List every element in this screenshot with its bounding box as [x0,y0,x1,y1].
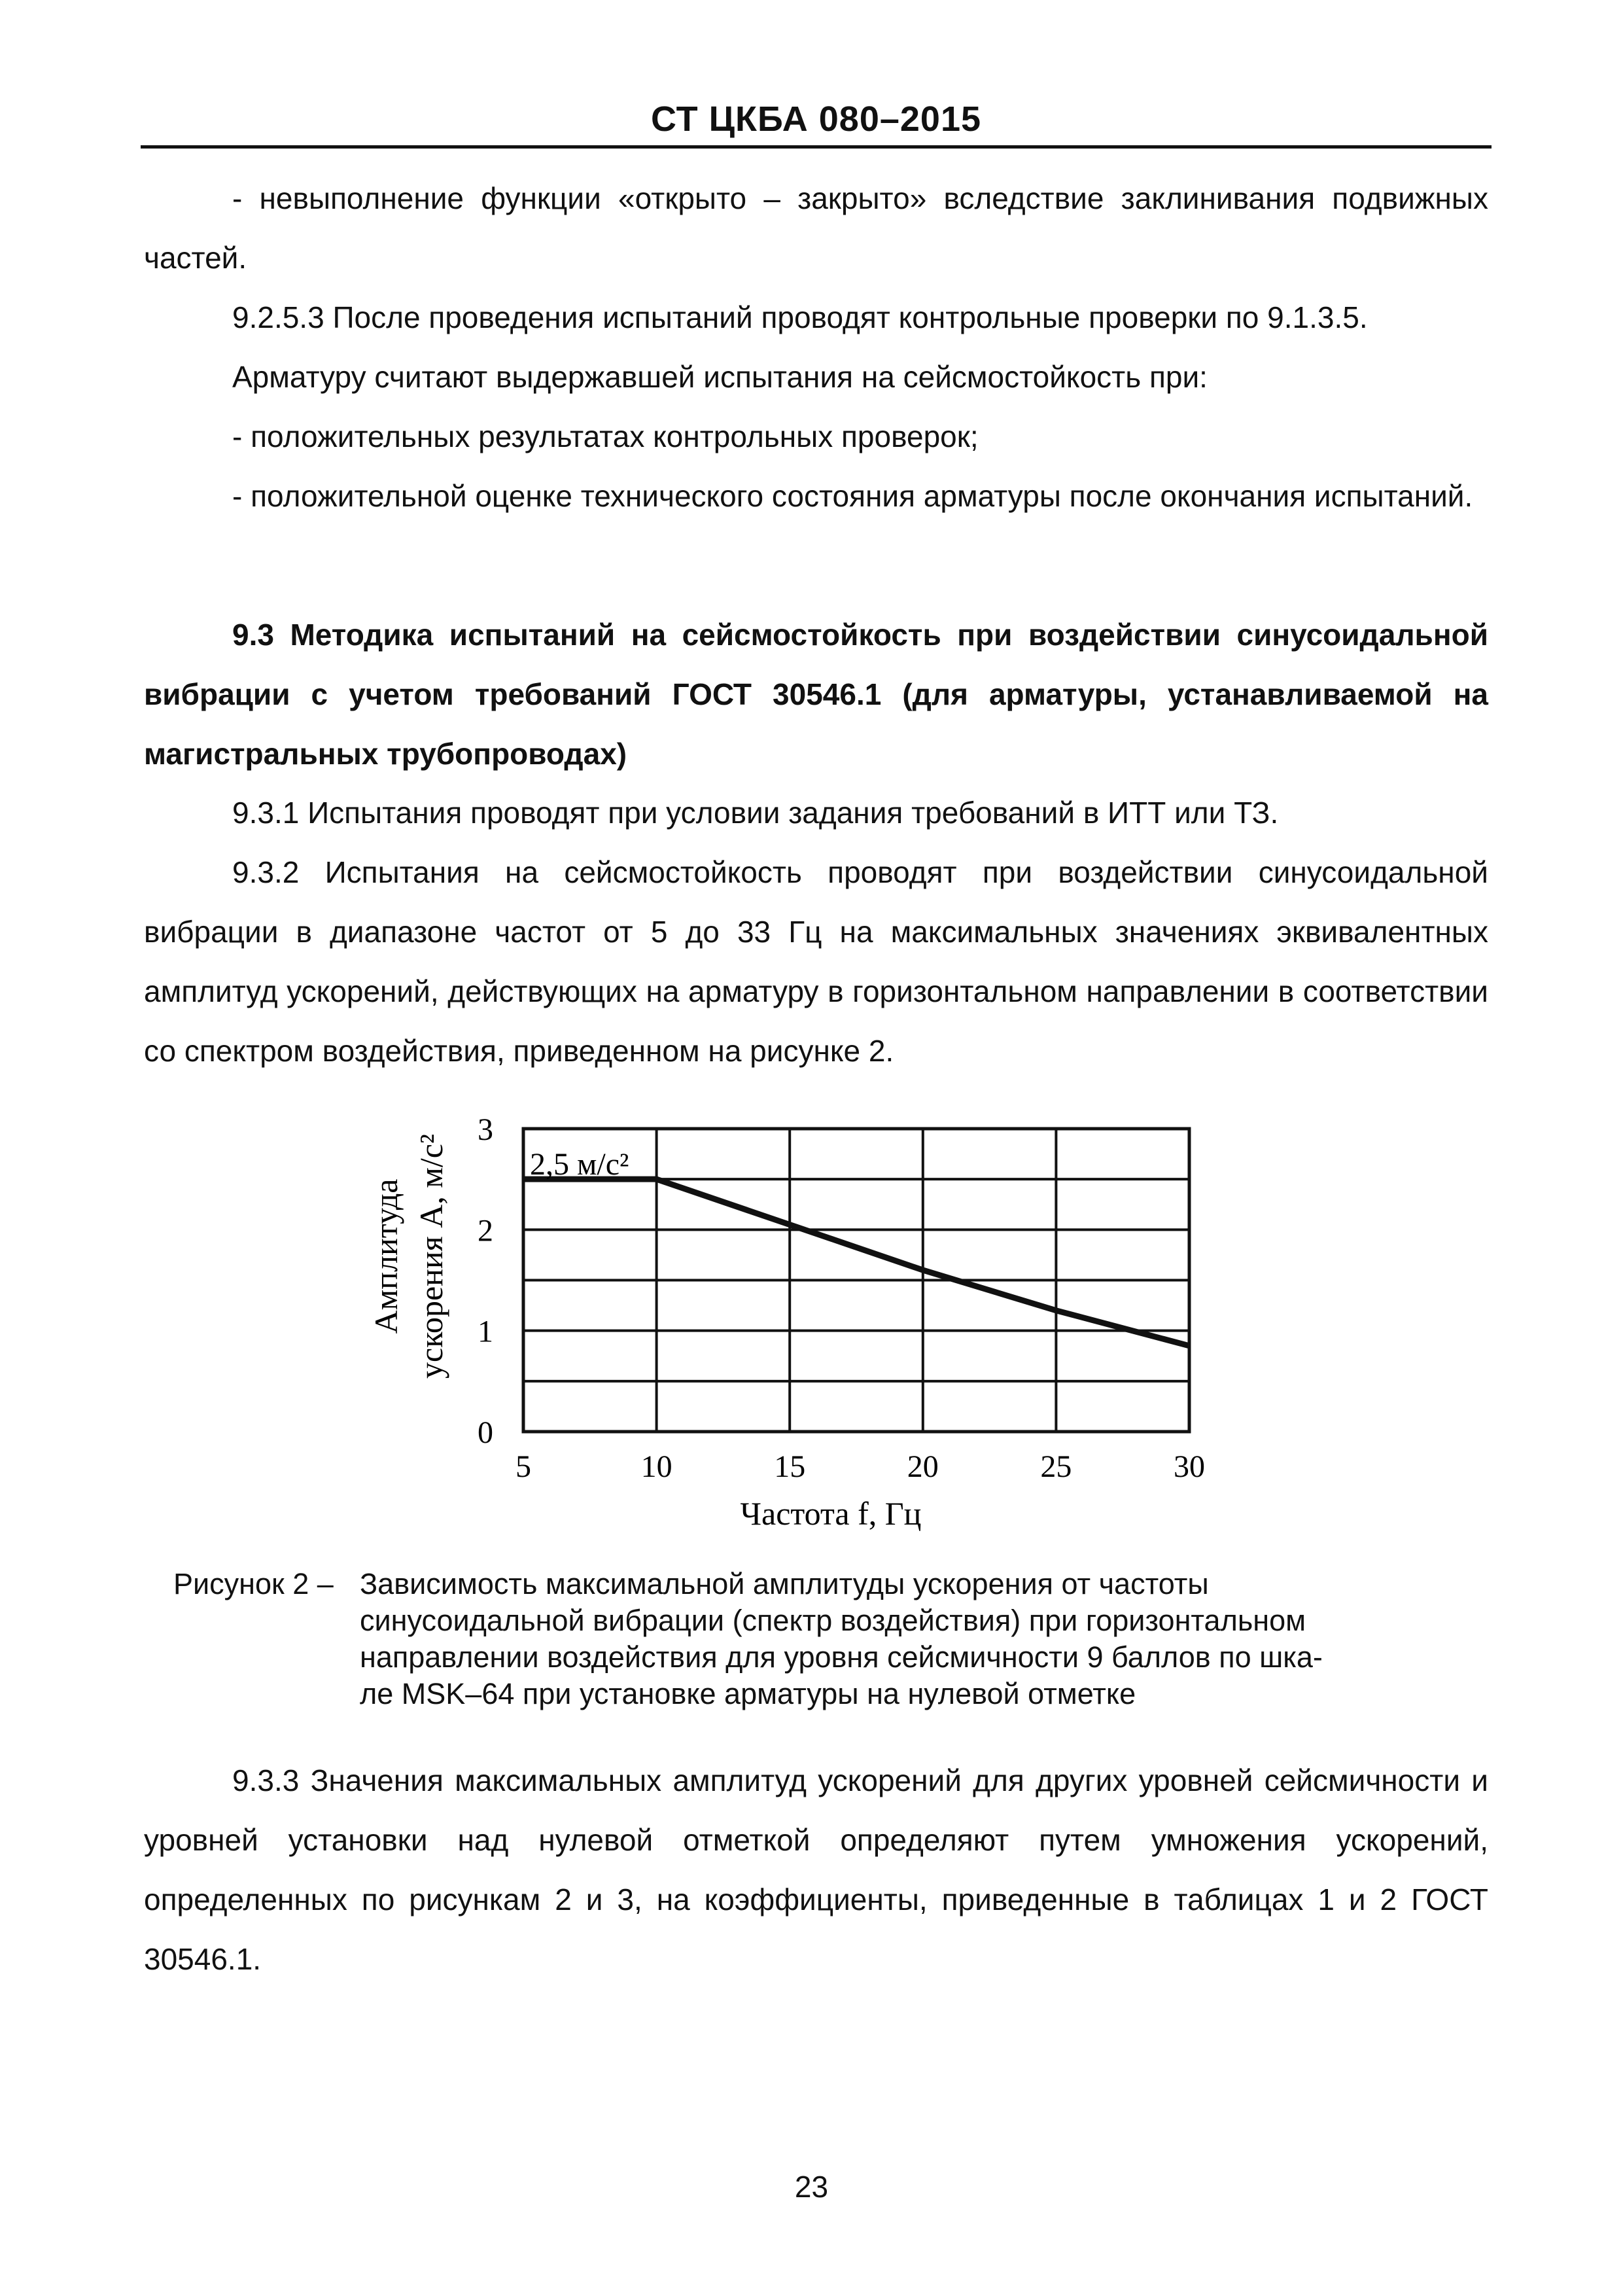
paragraph-criterion-1: - положительных результатах контрольных проверок; [232,419,979,453]
figure-caption-line: Зависимость максимальной амплитуды ускорения от частоты [360,1567,1209,1600]
x-tick-label: 25 [1040,1449,1072,1484]
x-tick-label: 15 [774,1449,806,1484]
paragraph-criterion-2: - положительной оценке технического состояния арматуры после окончания испытаний. [232,479,1473,513]
paragraph-9-3-1: 9.3.1 Испытания проводят при условии задания требований в ИТТ или ТЗ. [232,796,1279,830]
y-tick-label: 2 [478,1213,493,1248]
x-tick-label: 5 [515,1449,531,1484]
paragraph-acceptance: Арматуру считают выдержавшей испытания на сейсмостойкость при: [232,360,1208,394]
paragraph-9-3-2: 9.3.2 Испытания на сейсмостойкость проводят при воздействии синусоидальной вибрации в диапазоне частот от 5 до 33 Гц на максимальных значениях эквивалентных амплитуд ускорений, действующих на арматуру в горизонтальном направлении в соответствии со спектром воздействия, приведенном на рисунке 2. [144,855,1488,1068]
paragraph-9-2-5-3: 9.2.5.3 После проведения испытаний проводят контрольные проверки по 9.1.3.5. [232,300,1368,334]
x-tick-label: 10 [640,1449,672,1484]
document-code-header: СТ ЦКБА 080–2015 [650,99,982,139]
figure-caption-line: направлении воздействия для уровня сейсмичности 9 баллов по шка- [360,1640,1323,1674]
page-number: 23 [794,2170,829,2204]
y-tick-label: 3 [478,1112,493,1147]
paragraph-9-3-3: 9.3.3 Значения максимальных амплитуд ускорений для других уровней сейсмичности и уровней установки над нулевой отметкой определяют путем умножения ускорений, определенных по рисункам 2 и 3, на коэффициенты, приведенные в таблицах 1 и 2 ГОСТ 30546.1. [144,1763,1488,1976]
amplitude-annotation: 2,5 м/с² [530,1147,629,1182]
y-axis-label-line-2: ускорения A, м/с² [413,1134,449,1379]
figure-caption-line: ле MSK–64 при установке арматуры на нулевой отметке [360,1677,1136,1710]
x-tick-label: 30 [1174,1449,1205,1484]
paragraph-malfunction: - невыполнение функции «открыто – закрыто» вследствие заклинивания подвижных частей. [144,181,1488,275]
figure-caption-label: Рисунок 2 – [173,1567,334,1600]
y-axis-label-line-1: Амплитуда [368,1178,404,1334]
y-tick-label: 0 [478,1415,493,1450]
x-tick-label: 20 [907,1449,939,1484]
section-heading-9-3: 9.3 Методика испытаний на сейсмостойкость при воздействии синусоидальной вибрации с учетом требований ГОСТ 30546.1 (для арматуры, устанавливаемой на магистральных трубопроводах) [144,618,1488,771]
figure-caption-line: синусоидальной вибрации (спектр воздействия) при горизонтальном [360,1604,1306,1637]
y-tick-label: 1 [478,1314,493,1349]
spectrum-line [523,1179,1189,1346]
x-axis-label: Частота f, Гц [740,1495,922,1532]
